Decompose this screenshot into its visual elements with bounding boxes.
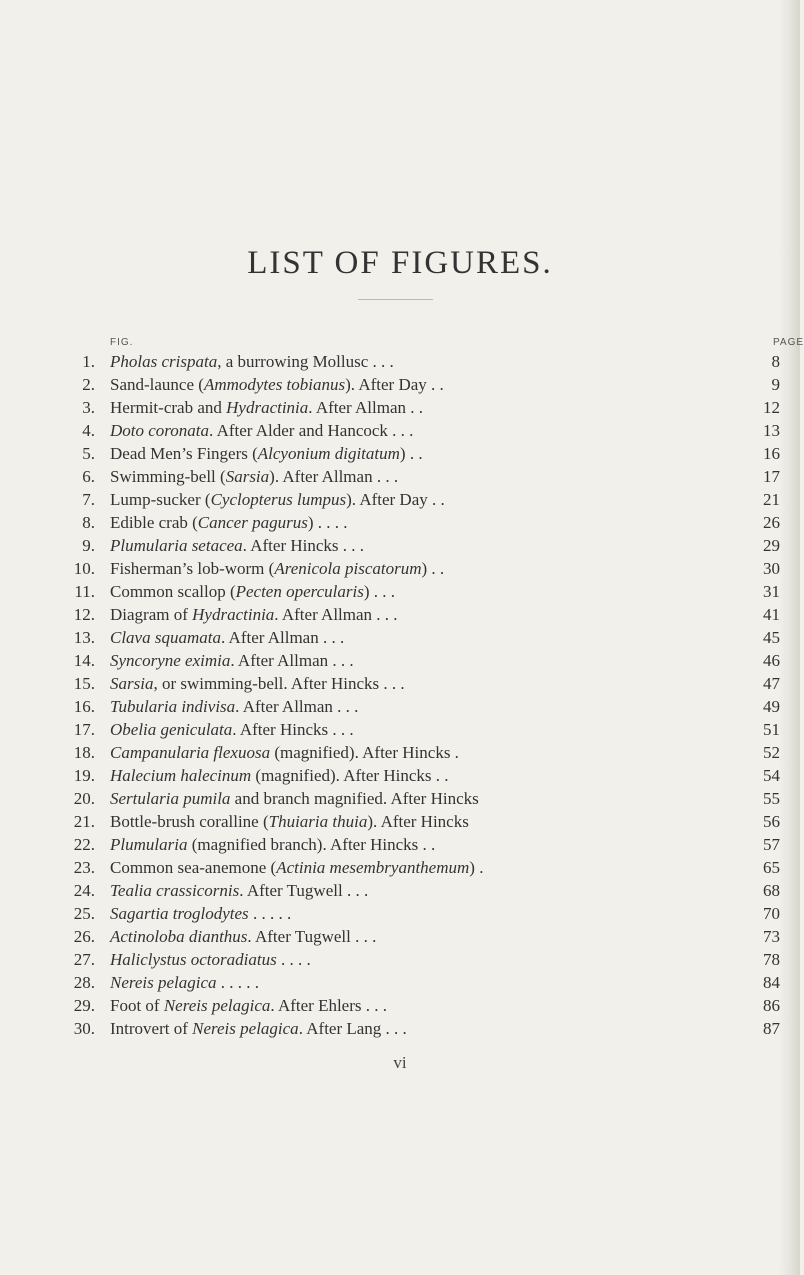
caption-italic-part: Pecten opercularis	[235, 582, 364, 601]
figure-row	[0, 534, 800, 557]
figure-row	[0, 1017, 800, 1040]
figure-page-number: 57	[763, 835, 780, 854]
caption-part: (magnified). After Hincks .	[270, 743, 459, 762]
caption-italic-part: Thuiaria thuia	[268, 812, 368, 831]
figure-caption	[110, 419, 750, 442]
figure-row	[0, 465, 800, 488]
figure-page-number: 31	[763, 582, 780, 601]
figure-row	[0, 442, 800, 465]
figure-caption	[110, 764, 750, 787]
figure-row	[0, 856, 800, 879]
caption-part: and branch magnified. After Hincks	[230, 789, 479, 808]
caption-part: ) . .	[399, 444, 423, 463]
caption-italic-part: Sarsia	[225, 467, 270, 486]
caption-part: . After Allman . . .	[220, 628, 345, 647]
fig-column-label: FIG.	[110, 337, 134, 348]
figure-row	[0, 718, 800, 741]
figure-caption	[110, 373, 750, 396]
caption-part: . After Lang . . .	[298, 1019, 407, 1038]
caption-part: . After Tugwell . . .	[239, 881, 369, 900]
figure-row	[0, 833, 800, 856]
page-folio: vi	[393, 1053, 407, 1072]
caption-part: Introvert of	[110, 1019, 193, 1038]
figure-number: 13.	[73, 628, 95, 647]
caption-italic-part: Haliclystus octoradiatus	[110, 950, 277, 969]
figure-caption	[110, 488, 750, 511]
figure-caption	[110, 672, 750, 695]
figure-number: 1.	[82, 352, 95, 371]
figure-row	[0, 580, 800, 603]
figure-page-number: 30	[763, 559, 780, 578]
figure-row	[0, 488, 800, 511]
caption-part: . After Tugwell . . .	[247, 927, 377, 946]
caption-italic-part: Plumularia setacea	[110, 536, 243, 555]
caption-part: Common sea-anemone (	[110, 858, 277, 877]
figure-page-number: 46	[763, 651, 780, 670]
figure-caption	[110, 649, 750, 672]
caption-part: . After Hincks . . .	[232, 720, 354, 739]
caption-part: . After Allman . . .	[235, 697, 359, 716]
figure-caption	[110, 534, 750, 557]
figure-caption	[110, 718, 750, 741]
figure-list	[0, 350, 800, 1040]
figure-number: 14.	[73, 651, 95, 670]
caption-part: . After Allman . .	[308, 398, 424, 417]
figure-row	[0, 695, 800, 718]
caption-italic-part: Cancer pagurus	[197, 513, 308, 532]
figure-row	[0, 603, 800, 626]
figure-number: 20.	[73, 789, 95, 808]
figure-caption	[110, 695, 750, 718]
figure-row	[0, 649, 800, 672]
figure-number: 8.	[82, 513, 95, 532]
figure-number: 2.	[82, 375, 95, 394]
figure-page-number: 9	[771, 375, 780, 394]
caption-italic-part: Sagartia troglodytes	[110, 904, 249, 923]
caption-part: Hermit-crab and	[110, 398, 227, 417]
figure-page-number: 54	[763, 766, 780, 785]
figure-page-number: 49	[763, 697, 780, 716]
caption-part: Common scallop (	[110, 582, 236, 601]
figure-number: 15.	[73, 674, 95, 693]
caption-italic-part: Hydractinia	[226, 398, 309, 417]
caption-part: Swimming-bell (	[110, 467, 226, 486]
title-rule	[358, 299, 433, 300]
figure-caption	[110, 442, 750, 465]
caption-part: ) . . . .	[307, 513, 348, 532]
caption-italic-part: Nereis pelagica	[163, 996, 271, 1015]
figure-row	[0, 557, 800, 580]
figure-caption	[110, 1017, 750, 1040]
caption-part: ). After Day . .	[345, 375, 444, 394]
figure-page-number: 55	[763, 789, 780, 808]
caption-part: , or swimming-bell. After Hincks . . .	[153, 674, 405, 693]
figure-number: 25.	[73, 904, 95, 923]
figure-number: 23.	[73, 858, 95, 877]
page-title: LIST OF FIGURES.	[247, 245, 553, 281]
figure-row	[0, 971, 800, 994]
figure-row	[0, 879, 800, 902]
figure-caption	[110, 902, 750, 925]
figure-page-number: 65	[763, 858, 780, 877]
figure-caption	[110, 971, 750, 994]
figure-row	[0, 672, 800, 695]
figure-row	[0, 511, 800, 534]
figure-caption	[110, 396, 750, 419]
figure-number: 4.	[82, 421, 95, 440]
figure-caption	[110, 557, 750, 580]
caption-part: (magnified branch). After Hincks . .	[187, 835, 436, 854]
figure-number: 24.	[73, 881, 95, 900]
figure-number: 29.	[73, 996, 95, 1015]
caption-part: . After Allman . . .	[230, 651, 354, 670]
caption-part: . . . . .	[248, 904, 292, 923]
caption-part: . After Allman . . .	[274, 605, 398, 624]
caption-part: Dead Men’s Fingers (	[110, 444, 258, 463]
figure-row	[0, 741, 800, 764]
figure-number: 30.	[73, 1019, 95, 1038]
page-column-label: PAGE	[773, 337, 804, 348]
figure-caption	[110, 603, 750, 626]
caption-italic-part: Plumularia	[110, 835, 188, 854]
figure-caption	[110, 741, 750, 764]
figure-page-number: 13	[763, 421, 780, 440]
figure-page-number: 41	[763, 605, 780, 624]
figure-page-number: 21	[763, 490, 780, 509]
figure-number: 5.	[82, 444, 95, 463]
figure-page-number: 17	[763, 467, 780, 486]
figure-number: 10.	[73, 559, 95, 578]
figure-caption	[110, 994, 750, 1017]
caption-part: ). After Day . .	[346, 490, 445, 509]
figure-page-number: 73	[763, 927, 780, 946]
caption-part: Fisherman’s lob-worm (	[110, 559, 275, 578]
caption-part: ) . . .	[363, 582, 396, 601]
caption-italic-part: Alcyonium digitatum	[257, 444, 400, 463]
figure-page-number: 70	[763, 904, 780, 923]
caption-part: . . . . .	[216, 973, 260, 992]
figure-caption	[110, 580, 750, 603]
figure-number: 26.	[73, 927, 95, 946]
caption-part: ) . .	[421, 559, 445, 578]
figure-row	[0, 396, 800, 419]
caption-part: Foot of	[110, 996, 164, 1015]
figure-page-number: 86	[763, 996, 780, 1015]
caption-italic-part: Clava squamata	[110, 628, 221, 647]
figure-page-number: 68	[763, 881, 780, 900]
caption-italic-part: Sarsia	[110, 674, 154, 693]
figure-caption	[110, 925, 750, 948]
caption-part: Sand-launce (	[110, 375, 204, 394]
caption-italic-part: Obelia geniculata	[110, 720, 233, 739]
figure-page-number: 8	[771, 352, 780, 371]
figure-number: 11.	[74, 582, 95, 601]
caption-part: Lump-sucker (	[110, 490, 211, 509]
figure-page-number: 56	[763, 812, 780, 831]
figure-caption	[110, 626, 750, 649]
caption-italic-part: Actinoloba dianthus	[110, 927, 248, 946]
figure-page-number: 45	[763, 628, 780, 647]
figure-row	[0, 626, 800, 649]
caption-italic-part: Nereis pelagica	[110, 973, 217, 992]
figure-caption	[110, 787, 750, 810]
figure-number: 12.	[73, 605, 95, 624]
figure-caption	[110, 833, 750, 856]
figure-number: 18.	[73, 743, 95, 762]
caption-italic-part: Tealia crassicornis	[110, 881, 240, 900]
caption-italic-part: Halecium halecinum	[110, 766, 252, 785]
figure-row	[0, 764, 800, 787]
figure-number: 21.	[73, 812, 95, 831]
figure-number: 3.	[82, 398, 95, 417]
figure-page-number: 84	[763, 973, 780, 992]
figure-row	[0, 787, 800, 810]
figure-row	[0, 810, 800, 833]
figure-number: 16.	[73, 697, 95, 716]
caption-part: (magnified). After Hincks . .	[251, 766, 449, 785]
figure-number: 9.	[82, 536, 95, 555]
caption-part: ). After Hincks	[367, 812, 469, 831]
caption-italic-part: Syncoryne eximia	[110, 651, 231, 670]
figure-number: 28.	[73, 973, 95, 992]
figure-caption	[110, 350, 750, 373]
figure-number: 6.	[82, 467, 95, 486]
caption-italic-part: Cyclopterus lumpus	[210, 490, 347, 509]
caption-part: . After Alder and Hancock . . .	[209, 421, 414, 440]
caption-italic-part: Tubularia indivisa	[110, 697, 236, 716]
figure-caption	[110, 879, 750, 902]
figure-row	[0, 373, 800, 396]
caption-part: ). After Allman . . .	[269, 467, 399, 486]
caption-part: . . . .	[276, 950, 311, 969]
figure-number: 19.	[73, 766, 95, 785]
figure-row	[0, 902, 800, 925]
caption-part: , a burrowing Mollusc . . .	[217, 352, 394, 371]
figure-caption	[110, 856, 750, 879]
caption-part: . After Hincks . . .	[242, 536, 365, 555]
figure-number: 22.	[73, 835, 95, 854]
caption-italic-part: Arenicola piscatorum	[274, 559, 422, 578]
caption-italic-part: Nereis pelagica	[192, 1019, 299, 1038]
caption-part: . After Ehlers . . .	[270, 996, 387, 1015]
caption-italic-part: Sertularia pumila	[110, 789, 231, 808]
figure-number: 17.	[73, 720, 95, 739]
figure-page-number: 29	[763, 536, 780, 555]
caption-italic-part: Campanularia flexuosa	[110, 743, 271, 762]
figure-page-number: 87	[763, 1019, 780, 1038]
figure-page-number: 47	[763, 674, 780, 693]
caption-italic-part: Doto coronata	[110, 421, 210, 440]
caption-part: Edible crab (	[110, 513, 198, 532]
figure-page-number: 12	[763, 398, 780, 417]
figure-row	[0, 994, 800, 1017]
figure-caption	[110, 511, 750, 534]
caption-italic-part: Ammodytes tobianus	[203, 375, 346, 394]
figure-number: 27.	[73, 950, 95, 969]
figure-row	[0, 925, 800, 948]
figure-page-number: 16	[763, 444, 780, 463]
caption-part: ) .	[469, 858, 484, 877]
figure-row	[0, 948, 800, 971]
figure-row	[0, 350, 800, 373]
caption-part: Bottle-brush coralline (	[110, 812, 269, 831]
figure-caption	[110, 465, 750, 488]
figure-page-number: 52	[763, 743, 780, 762]
figure-caption	[110, 810, 750, 833]
figure-page-number: 51	[763, 720, 780, 739]
figure-page-number: 26	[763, 513, 780, 532]
caption-italic-part: Hydractinia	[192, 605, 275, 624]
figure-caption	[110, 948, 750, 971]
figure-row	[0, 419, 800, 442]
caption-part: Diagram of	[110, 605, 193, 624]
caption-italic-part: Pholas crispata	[110, 352, 218, 371]
caption-italic-part: Actinia mesembryanthemum	[276, 858, 470, 877]
figure-page-number: 78	[763, 950, 780, 969]
figure-number: 7.	[82, 490, 95, 509]
